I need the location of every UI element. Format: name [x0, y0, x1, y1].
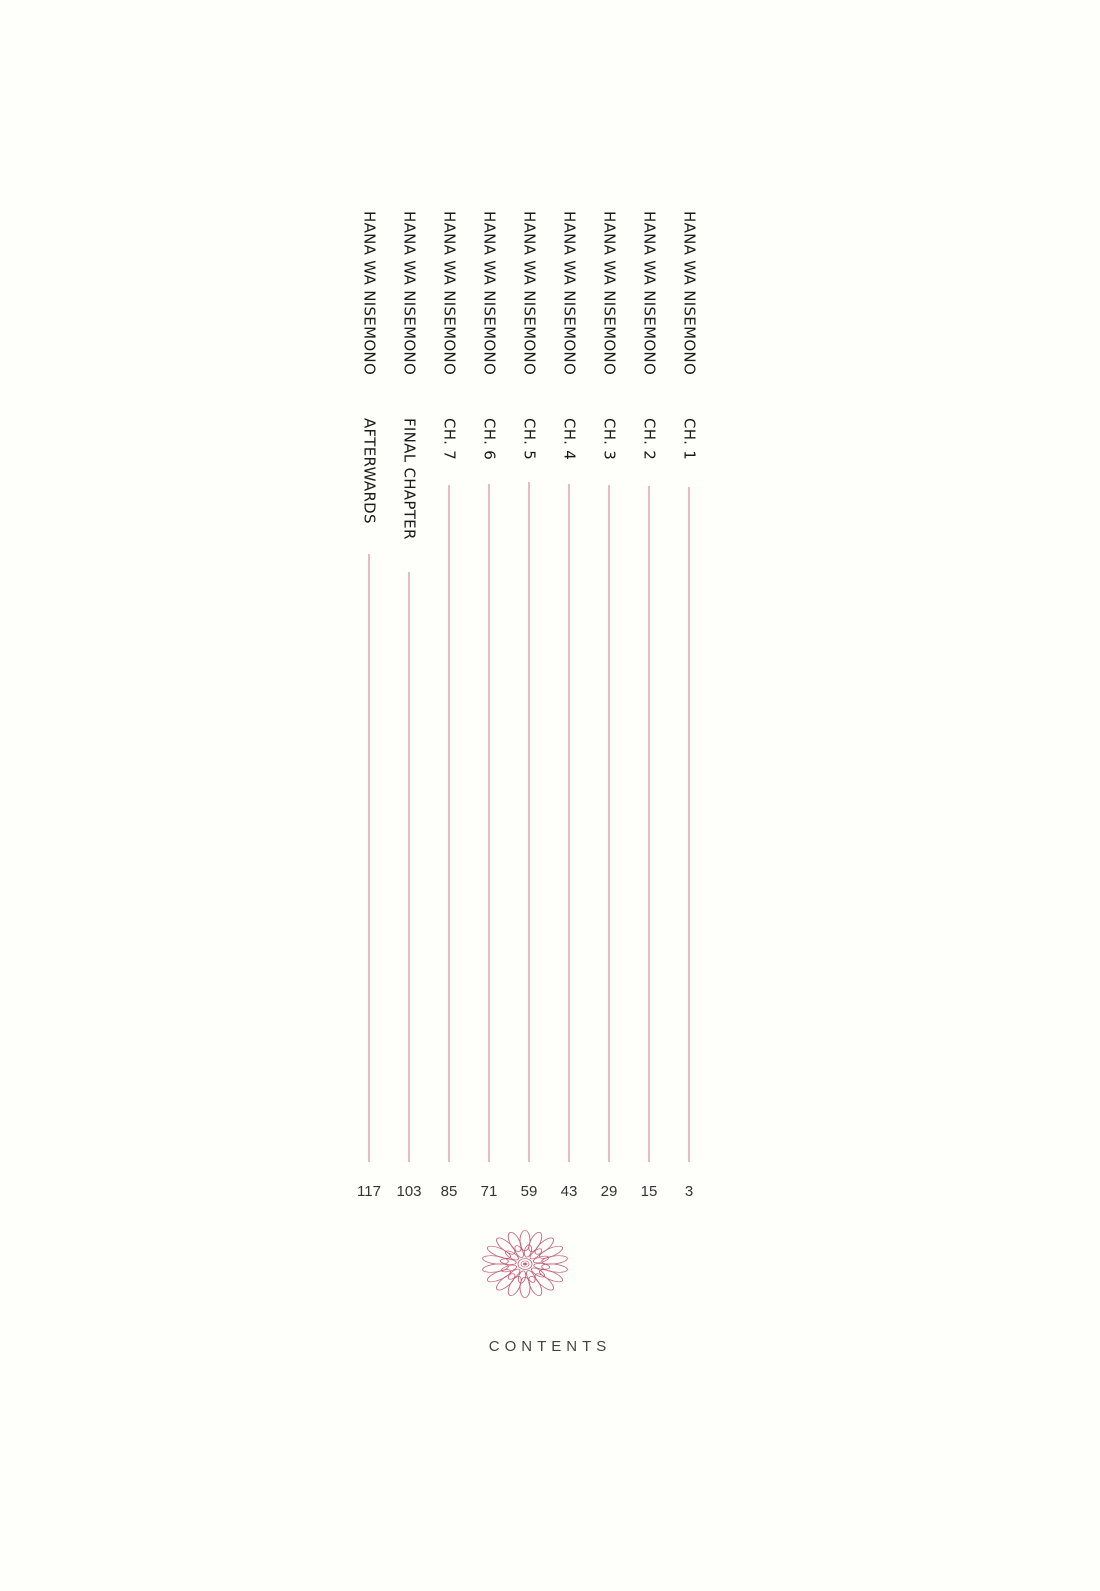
leader-line — [689, 487, 690, 1162]
page-number: 85 — [440, 1183, 458, 1200]
chapter-label: CH. 3 — [600, 418, 619, 461]
series-title: HANA WA NISEMONO — [520, 211, 539, 376]
chapter-label: FINAL CHAPTER — [400, 418, 419, 540]
series-title: HANA WA NISEMONO — [440, 211, 459, 376]
page-number: 59 — [520, 1183, 538, 1200]
chapter-label: CH. 2 — [640, 418, 659, 461]
chapter-label: CH. 1 — [680, 418, 699, 461]
page-number: 29 — [600, 1183, 618, 1200]
leader-line — [369, 554, 370, 1162]
leader-line — [569, 484, 570, 1162]
page-number: 43 — [560, 1183, 578, 1200]
chapter-label: CH. 5 — [520, 418, 539, 461]
chapter-label: CH. 6 — [480, 418, 499, 461]
page-number: 15 — [640, 1183, 658, 1200]
flower-icon — [478, 1228, 572, 1300]
series-title: HANA WA NISEMONO — [400, 211, 419, 376]
series-title: HANA WA NISEMONO — [480, 211, 499, 376]
series-title: HANA WA NISEMONO — [360, 211, 379, 376]
page-number: 103 — [396, 1183, 422, 1200]
series-title: HANA WA NISEMONO — [680, 211, 699, 376]
contents-heading: CONTENTS — [488, 1338, 612, 1355]
chapter-label: CH. 7 — [440, 418, 459, 461]
leader-line — [529, 482, 530, 1162]
series-title: HANA WA NISEMONO — [600, 211, 619, 376]
page-number: 3 — [684, 1183, 694, 1200]
page-number: 71 — [480, 1183, 498, 1200]
leader-line — [409, 572, 410, 1162]
leader-line — [609, 485, 610, 1162]
leader-line — [449, 485, 450, 1162]
chapter-label: CH. 4 — [560, 418, 579, 461]
series-title: HANA WA NISEMONO — [560, 211, 579, 376]
page-number: 117 — [357, 1183, 381, 1200]
chapter-label: AFTERWARDS — [360, 418, 379, 524]
series-title: HANA WA NISEMONO — [640, 211, 659, 376]
leader-line — [649, 486, 650, 1162]
leader-line — [489, 484, 490, 1162]
